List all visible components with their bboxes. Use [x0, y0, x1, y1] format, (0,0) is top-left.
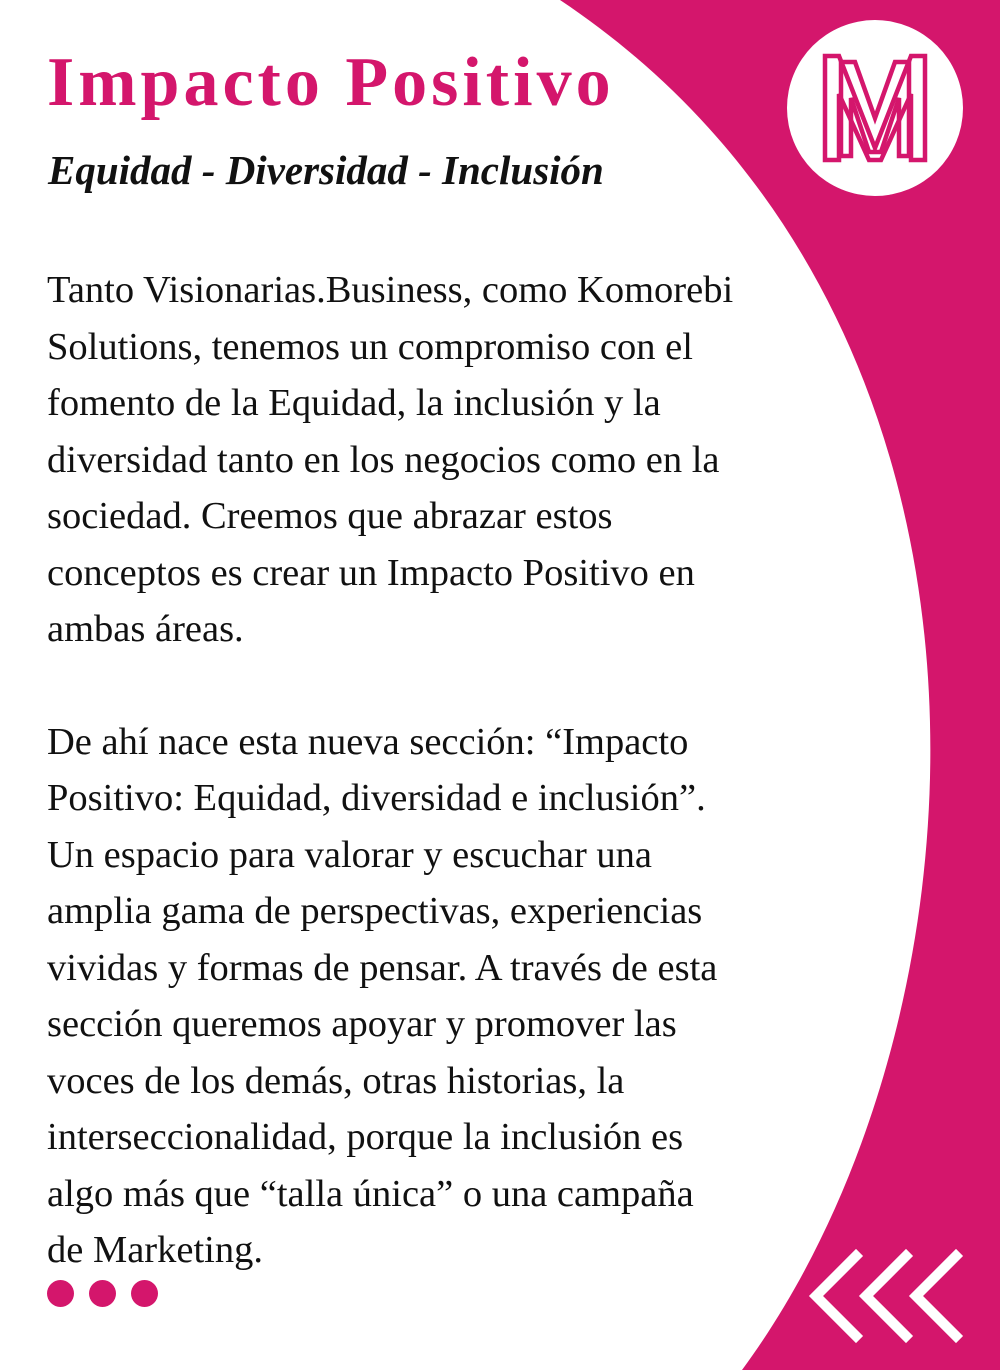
text-line: fomento de la Equidad, la inclusión y la	[47, 382, 661, 424]
text-line: Positivo: Equidad, diversidad e inclusión”.	[47, 777, 706, 819]
text-line: conceptos es crear un Impacto Positivo en	[47, 551, 695, 594]
text-line: diversidad tanto en los negocios como en la	[47, 438, 720, 481]
page-subtitle: Equidad - Diversidad - Inclusión	[48, 147, 604, 193]
page-title: Impacto Positivo	[47, 44, 615, 121]
logo-badge	[787, 20, 963, 196]
text-line: algo más que “talla única” o una campaña	[47, 1172, 694, 1215]
text-line: sociedad. Creemos que abrazar estos	[47, 495, 613, 537]
text-line: sección queremos apoyar y promover las	[47, 1003, 677, 1045]
text-line: De ahí nace esta nueva sección: “Impacto	[47, 720, 689, 763]
three-dots-icon	[47, 1280, 158, 1307]
text-line: interseccionalidad, porque la inclusión es	[47, 1116, 684, 1158]
paragraph-section	[47, 714, 897, 1279]
text-line: Un espacio para valorar y escuchar una	[47, 833, 653, 876]
dot	[89, 1280, 116, 1307]
paragraph-intro	[47, 262, 897, 658]
body-text	[47, 262, 897, 1279]
text-line: voces de los demás, otras historias, la	[47, 1059, 625, 1102]
dot	[131, 1280, 158, 1307]
text-line: ambas áreas.	[47, 608, 244, 650]
text-line: Tanto Visionarias.Business, como Komorebi	[47, 269, 734, 311]
vm-monogram-icon	[815, 48, 935, 168]
text-line: amplia gama de perspectivas, experiencias	[47, 890, 703, 932]
text-line: Solutions, tenemos un compromiso con el	[47, 325, 693, 368]
triple-chevron-left-icon[interactable]	[808, 1248, 973, 1344]
text-line: de Marketing.	[47, 1229, 263, 1271]
dot	[47, 1280, 74, 1307]
text-line: vividas y formas de pensar. A través de esta	[47, 946, 718, 989]
